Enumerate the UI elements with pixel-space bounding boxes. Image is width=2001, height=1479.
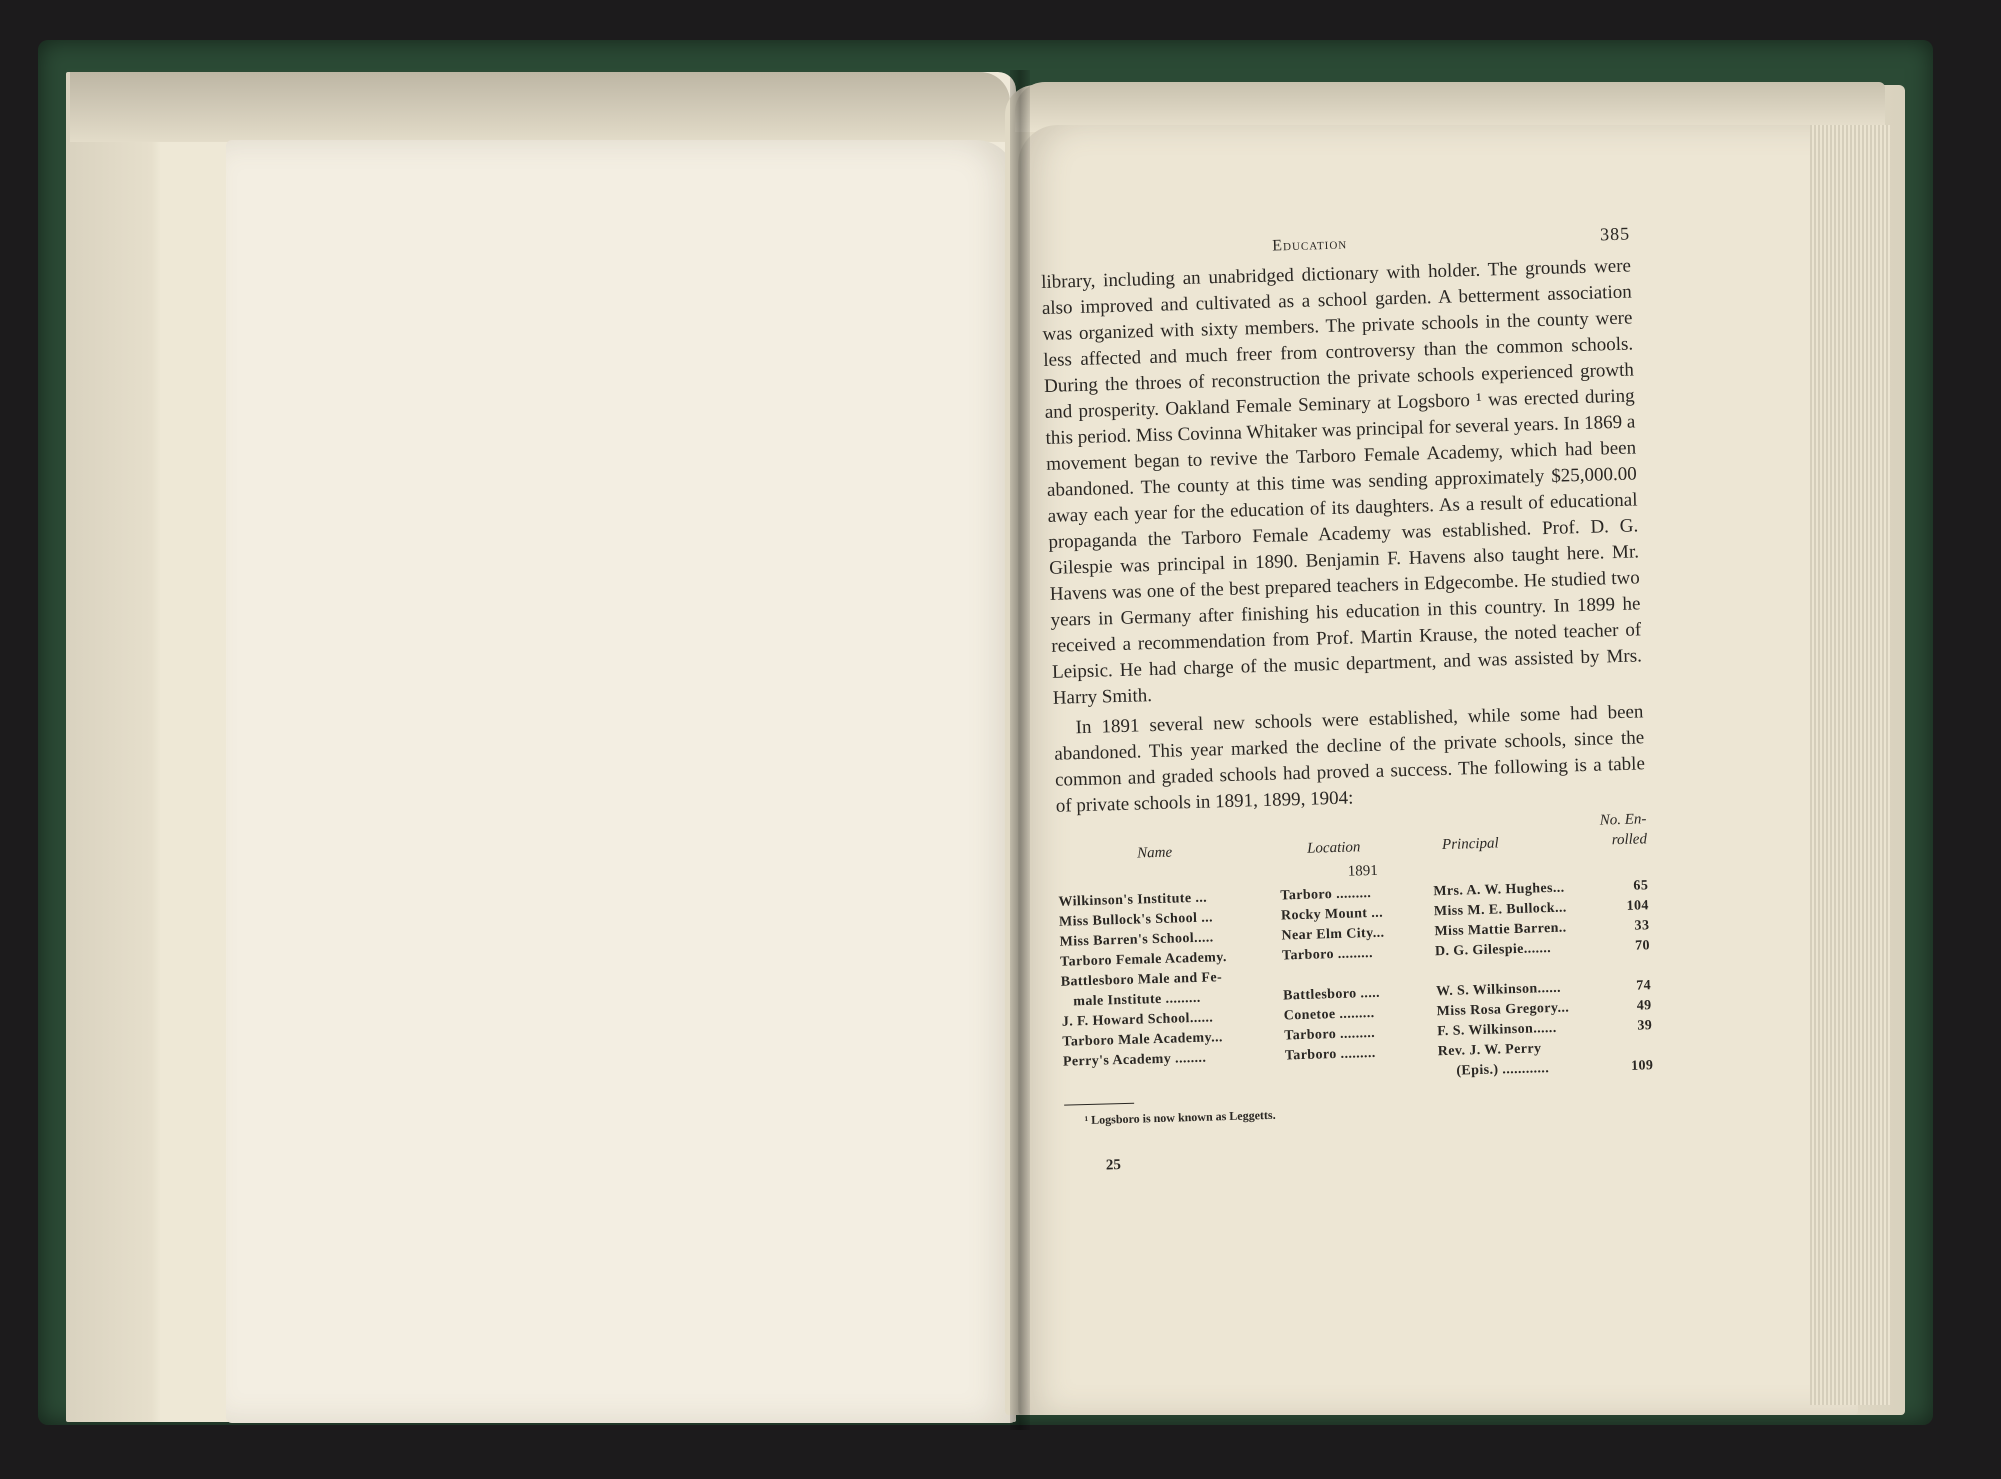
footnote-rule bbox=[1064, 1103, 1134, 1106]
cell-enrolled: 33 bbox=[1634, 918, 1650, 934]
cell-name: Perry's Academy ........ bbox=[1062, 1050, 1207, 1070]
signature-mark: 25 bbox=[1105, 1157, 1122, 1174]
cell-location: Near Elm City... bbox=[1281, 925, 1385, 944]
cell-principal: W. S. Wilkinson...... bbox=[1435, 980, 1562, 1000]
cell-enrolled: 70 bbox=[1634, 938, 1651, 954]
page-number: 385 bbox=[1599, 223, 1631, 245]
cell-name: Miss Barren's School..... bbox=[1059, 930, 1214, 950]
cell-enrolled: 49 bbox=[1636, 998, 1652, 1014]
cell-name: Battlesboro Male and Fe- bbox=[1060, 970, 1223, 990]
cell-enrolled: 104 bbox=[1626, 898, 1650, 914]
cell-principal: Miss Rosa Gregory... bbox=[1436, 1000, 1570, 1020]
cell-location: Tarboro ......... bbox=[1281, 945, 1374, 964]
cell-enrolled: 74 bbox=[1636, 978, 1652, 994]
cell-principal: Rev. J. W. Perry bbox=[1437, 1041, 1542, 1060]
cell-name: J. F. Howard School...... bbox=[1061, 1010, 1214, 1030]
private-schools-table bbox=[1056, 807, 1653, 1094]
cell-name: Tarboro Male Academy... bbox=[1062, 1030, 1224, 1050]
cell-name: Miss Bullock's School ... bbox=[1058, 910, 1214, 930]
cell-location: Conetoe ......... bbox=[1283, 1005, 1375, 1024]
left-page-edges bbox=[70, 72, 1010, 142]
cell-name: Tarboro Female Academy. bbox=[1059, 950, 1228, 970]
cell-name: Wilkinson's Institute ... bbox=[1058, 890, 1208, 910]
cell-principal: Mrs. A. W. Hughes... bbox=[1433, 880, 1565, 900]
cell-location: Rocky Mount ... bbox=[1280, 905, 1384, 924]
cell-location: Tarboro ......... bbox=[1280, 886, 1372, 904]
cell-location: Battlesboro ..... bbox=[1282, 985, 1381, 1004]
table-year: 1891 bbox=[1347, 862, 1378, 880]
book-gutter bbox=[1010, 70, 1030, 1430]
cell-principal: D. G. Gilespie....... bbox=[1434, 941, 1552, 960]
cell-enrolled: 39 bbox=[1637, 1018, 1653, 1034]
cell-name: male Institute ......... bbox=[1073, 990, 1201, 1010]
cell-enrolled: 109 bbox=[1630, 1058, 1654, 1074]
cell-principal: (Epis.) ............ bbox=[1456, 1061, 1550, 1079]
cell-principal: Miss M. E. Bullock... bbox=[1433, 900, 1567, 920]
cell-principal: F. S. Wilkinson...... bbox=[1437, 1020, 1557, 1040]
cell-enrolled: 65 bbox=[1633, 878, 1649, 894]
right-page-text bbox=[1040, 224, 1656, 1176]
cell-location: Tarboro ......... bbox=[1284, 1025, 1376, 1044]
blank-left-page bbox=[226, 140, 1016, 1423]
header-location: Location bbox=[1306, 839, 1361, 857]
header-name: Name bbox=[1136, 844, 1173, 862]
cell-location: Tarboro ......... bbox=[1284, 1045, 1376, 1064]
paragraph: library, including an unabridged dictionary with holder. The grounds were also improved and cultivated as a school garden. A betterment association was organized with sixty members. The private schools in the county were less affected and much freer from controversy than the common schools. During the throes of reconstruction the private schools experienced growth and prosperity. Oakland Female Seminary at Logsboro ¹ was erected during this period. Miss Covinna Whitaker was principal for several years. In 1869 a movement began to revive the Tarboro Female Academy, which had been abandoned. The county at this time was sending approximately $25,000.00 away each year for the education of its daughters. As a result of educational propaganda the Tarboro Female Academy was established. Prof. D. G. Gilespie was principal in 1890. Benjamin F. Havens also taught here. Mr. Havens was one of the best prepared teachers in Edgecombe. He studied two years in Germany after finishing his education in this country. In 1899 he received a recommendation from Prof. Martin Krause, the noted teacher of Leipsic. He had charge of the music department, and was assisted by Mrs. Harry Smith. bbox=[1040, 255, 1643, 709]
header-principal: Principal bbox=[1441, 835, 1499, 854]
running-head-title: Education bbox=[1272, 235, 1348, 255]
right-page-edges-side bbox=[1810, 125, 1890, 1405]
header-enrolled-line2: rolled bbox=[1611, 831, 1648, 849]
footnote: ¹ Logsboro is now known as Leggetts. bbox=[1084, 1107, 1276, 1128]
header-enrolled-line1: No. En- bbox=[1599, 811, 1647, 829]
cell-principal: Miss Mattie Barren.. bbox=[1434, 920, 1567, 940]
paragraph: In 1891 several new schools were established, while some had been abandoned. This year marked the decline of the private schools, since the common and graded schools had proved a success. The following is a table of private schools in 1891, 1899, 1904: bbox=[1054, 701, 1646, 817]
